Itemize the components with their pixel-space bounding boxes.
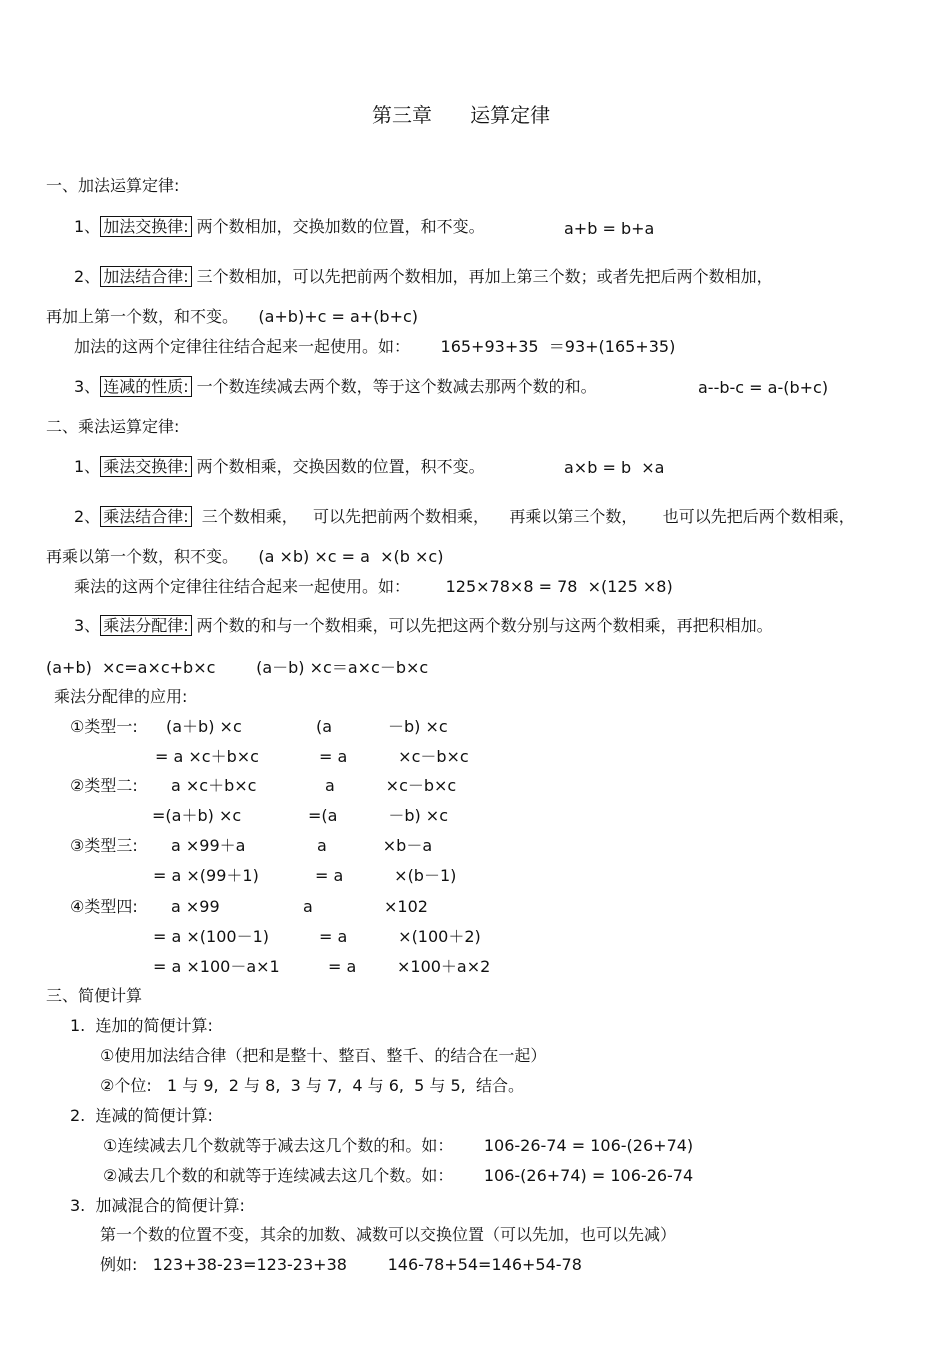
definition: 两个数相加，交换加数的位置，和不变。 xyxy=(191,217,485,236)
application-heading: 乘法分配律的应用: xyxy=(54,687,188,706)
expression: = a ×100＋a×2 xyxy=(328,957,491,976)
mul-distributive-line xyxy=(74,615,773,637)
section-2-heading: 二、乘法运算定律: xyxy=(46,417,180,436)
list-item: 1. 连加的简便计算: xyxy=(70,1016,213,1035)
list-item: ①使用加法结合律（把和是整十、整百、整千、的结合在一起） xyxy=(100,1046,547,1065)
expression: a ×102 xyxy=(303,897,428,916)
definition: 一个数连续减去两个数，等于这个数减去那两个数的和。 xyxy=(191,377,597,396)
expression: a ×c＋b×c xyxy=(171,776,257,795)
expression: = a ×(100＋2) xyxy=(319,927,481,946)
mul-associative-line xyxy=(74,506,855,528)
expression: =(a＋b) ×c xyxy=(152,806,242,825)
expression: a ×99＋a xyxy=(171,836,246,855)
item-number: 2、 xyxy=(74,267,101,286)
definition-continued: 再加上第一个数，和不变。 (a+b)+c = a+(b+c) xyxy=(46,307,419,326)
item-number: 1、 xyxy=(74,457,101,476)
expression: a ×c－b×c xyxy=(325,776,457,795)
item-number: 1、 xyxy=(74,217,101,236)
term-box: 乘法结合律: xyxy=(100,506,191,527)
term-box: 加法交换律: xyxy=(100,216,191,237)
usage-note: 加法的这两个定律往往结合起来一起使用。如： 165+93+35 ＝93+(165+35) xyxy=(74,337,676,356)
list-item: 例如: 123+38-23=123-23+38 146-78+54=146+54-78 xyxy=(100,1255,582,1274)
term-box: 乘法分配律: xyxy=(100,615,191,636)
add-commutative-line xyxy=(74,216,485,238)
section-1-heading: 一、加法运算定律: xyxy=(46,176,180,195)
definition: 三个数相乘， 可以先把前两个数相乘， 再乘以第三个数， 也可以先把后两个数相乘， xyxy=(191,507,855,526)
term-box: 加法结合律: xyxy=(100,266,191,287)
definition: 两个数的和与一个数相乘，可以先把这两个数分别与这两个数相乘，再把积相加。 xyxy=(191,616,773,635)
definition: 三个数相加，可以先把前两个数相加，再加上第三个数；或者先把后两个数相加， xyxy=(191,267,773,286)
expression: a ×99 xyxy=(171,897,220,916)
mul-commutative-line xyxy=(74,456,485,478)
expression: a ×b－a xyxy=(317,836,433,855)
usage-note: 乘法的这两个定律往往结合起来一起使用。如： 125×78×8 = 78 ×(125 ×8) xyxy=(74,577,673,596)
type-label: ②类型二: xyxy=(70,776,138,795)
expression: (a －b) ×c xyxy=(316,717,448,736)
consecutive-subtraction-line xyxy=(74,376,597,398)
page-title: 第三章 运算定律 xyxy=(372,103,551,127)
list-item: ②个位: 1 与 9, 2 与 8, 3 与 7, 4 与 6, 5 与 5, 结合。 xyxy=(100,1076,524,1095)
list-item: 第一个数的位置不变，其余的加数、减数可以交换位置（可以先加，也可以先减） xyxy=(100,1225,677,1244)
expression: = a ×(100－1) xyxy=(153,927,269,946)
type-label: ④类型四: xyxy=(70,897,138,916)
expression: = a ×100－a×1 xyxy=(153,957,280,976)
expression: = a ×(b－1) xyxy=(315,866,457,885)
type-label: ①类型一: xyxy=(70,717,138,736)
formula: (a+b) ×c=a×c+b×c (a－b) ×c＝a×c－b×c xyxy=(46,658,429,677)
expression: (a＋b) ×c xyxy=(166,717,242,736)
definition: 两个数相乘，交换因数的位置，积不变。 xyxy=(191,457,485,476)
list-item: ②减去几个数的和就等于连续减去这几个数。如： 106-(26+74) = 106-26-74 xyxy=(103,1166,694,1185)
item-number: 2、 xyxy=(74,507,101,526)
expression: = a ×(99＋1) xyxy=(153,866,259,885)
formula: a--b-c = a-(b+c) xyxy=(698,378,829,397)
expression: = a ×c－b×c xyxy=(319,747,469,766)
list-item: ①连续减去几个数就等于减去这几个数的和。如： 106-26-74 = 106-(26+74) xyxy=(103,1136,694,1155)
expression: = a ×c＋b×c xyxy=(155,747,259,766)
section-3-heading: 三、简便计算 xyxy=(46,986,143,1005)
item-number: 3、 xyxy=(74,616,101,635)
definition-continued: 再乘以第一个数，积不变。 (a ×b) ×c = a ×(b ×c) xyxy=(46,547,444,566)
add-associative-line xyxy=(74,266,773,288)
formula: a+b = b+a xyxy=(564,219,655,238)
type-label: ③类型三: xyxy=(70,836,138,855)
list-item: 3. 加减混合的简便计算: xyxy=(70,1196,245,1215)
term-box: 连减的性质: xyxy=(100,376,191,397)
list-item: 2. 连减的简便计算: xyxy=(70,1106,213,1125)
item-number: 3、 xyxy=(74,377,101,396)
formula: a×b = b ×a xyxy=(564,458,665,477)
expression: =(a －b) ×c xyxy=(308,806,449,825)
term-box: 乘法交换律: xyxy=(100,456,191,477)
